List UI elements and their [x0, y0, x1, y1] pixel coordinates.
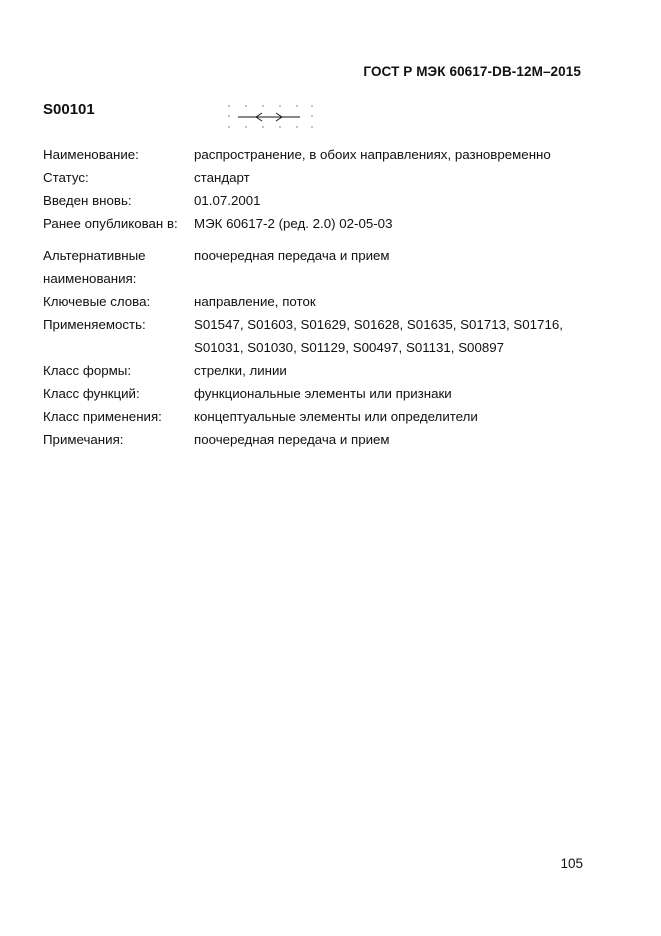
field-label-status: Статус:	[43, 170, 89, 185]
field-value-function-class: функциональные элементы или признаки	[194, 386, 452, 401]
field-row-name	[43, 143, 603, 166]
page-number: 105	[560, 856, 583, 871]
field-row-application-class	[43, 405, 603, 428]
field-row-published	[43, 212, 603, 235]
field-row-applicability	[43, 313, 603, 359]
field-row-alt-names	[43, 244, 603, 290]
field-value-introduced: 01.07.2001	[194, 193, 261, 208]
field-row-keywords	[43, 290, 603, 313]
double-arrow-lines	[238, 113, 300, 121]
symbol-grid-dots	[228, 105, 312, 127]
field-label-applicability: Применяемость:	[43, 317, 146, 332]
field-label-published: Ранее опубликован в:	[43, 216, 178, 231]
field-label-notes: Примечания:	[43, 432, 124, 447]
field-value-application-class: концептуальные элементы или определители	[194, 409, 478, 424]
field-label-introduced: Введен вновь:	[43, 193, 132, 208]
field-label-keywords: Ключевые слова:	[43, 294, 151, 309]
field-row-function-class	[43, 382, 603, 405]
field-row-notes	[43, 428, 603, 451]
field-label-form-class: Класс формы:	[43, 363, 132, 378]
symbol-id: S00101	[43, 101, 95, 118]
symbol-attributes	[43, 143, 603, 451]
field-label-name: Наименование:	[43, 147, 139, 162]
field-label-application-class: Класс применения:	[43, 409, 162, 424]
field-value-applicability: S01547, S01603, S01629, S01628, S01635, S01713, S01716, S01031, S01030, S01129, S00497, S01131, S00897	[194, 317, 563, 355]
field-label-function-class: Класс функций:	[43, 386, 140, 401]
document-standard-header: ГОСТ Р МЭК 60617-DB-12M–2015	[363, 64, 581, 79]
field-row-status	[43, 166, 603, 189]
bidirectional-arrow-symbol	[224, 102, 314, 132]
field-value-name: распространение, в обоих направлениях, разновременно	[194, 147, 551, 162]
field-value-notes: поочередная передача и прием	[194, 432, 390, 447]
field-row-introduced	[43, 189, 603, 212]
field-value-form-class: стрелки, линии	[194, 363, 287, 378]
field-value-status: стандарт	[194, 170, 250, 185]
field-value-published: МЭК 60617-2 (ред. 2.0) 02-05-03	[194, 216, 393, 231]
field-row-form-class	[43, 359, 603, 382]
field-label-alt-names: Альтернативные наименования:	[43, 248, 146, 286]
field-value-keywords: направление, поток	[194, 294, 316, 309]
field-value-alt-names: поочередная передача и прием	[194, 248, 390, 263]
